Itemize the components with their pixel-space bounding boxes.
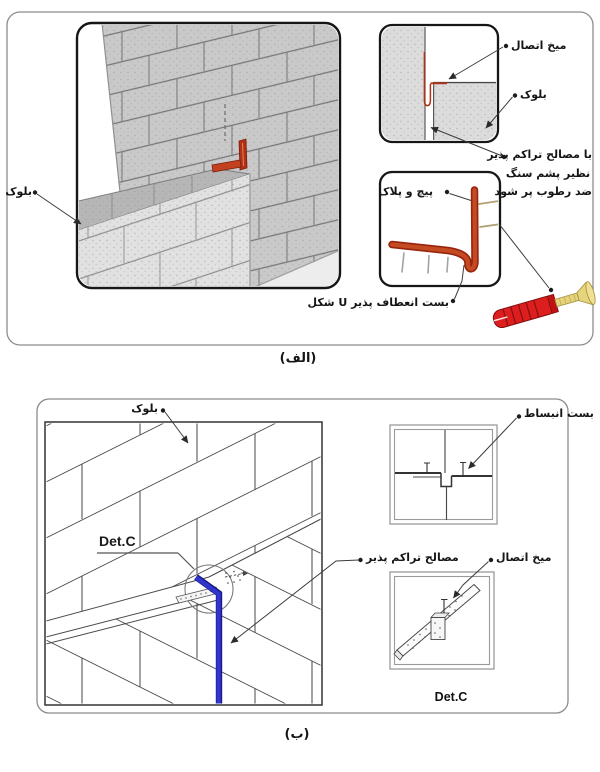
expansion-joint-plan bbox=[390, 425, 497, 524]
fill-note-line-1: با مصالح تراکم پذیر bbox=[487, 148, 592, 161]
fill-note-line-2: نظیر پشم سنگ bbox=[505, 166, 591, 180]
label-expansion-tie: بست انبساط bbox=[524, 407, 594, 420]
label-detail-ref: Det.C bbox=[99, 533, 136, 549]
label-block-left: بلوک bbox=[5, 185, 32, 198]
label-compressible-material: مصالح تراکم پذیر bbox=[366, 551, 459, 564]
detail-c-axonometric bbox=[390, 572, 494, 669]
joint-detail-panel bbox=[380, 25, 498, 142]
label-fill-note bbox=[487, 146, 592, 202]
caption-detail-c: Det.C bbox=[434, 690, 468, 704]
label-block-bottom: بلوک bbox=[131, 402, 158, 415]
label-connection-nail-bottom: میخ اتصال bbox=[496, 551, 552, 564]
label-connection-nail-top: میخ اتصال bbox=[511, 39, 567, 52]
wall-3d-panel bbox=[70, 23, 340, 290]
label-u-flexible-tie: بست انعطاف پذیر U شکل bbox=[307, 296, 449, 309]
label-block-right: بلوک bbox=[520, 88, 547, 101]
isometric-wall-drawing bbox=[45, 422, 322, 705]
label-screw-and-plate: پیچ و پلاک bbox=[378, 185, 433, 198]
caption-section-a: (الف) bbox=[279, 351, 317, 366]
caption-section-b: (ب) bbox=[284, 727, 310, 742]
fill-note-line-3: ضد رطوب پر شود bbox=[494, 185, 592, 198]
wall-plug-anchor bbox=[491, 281, 597, 332]
